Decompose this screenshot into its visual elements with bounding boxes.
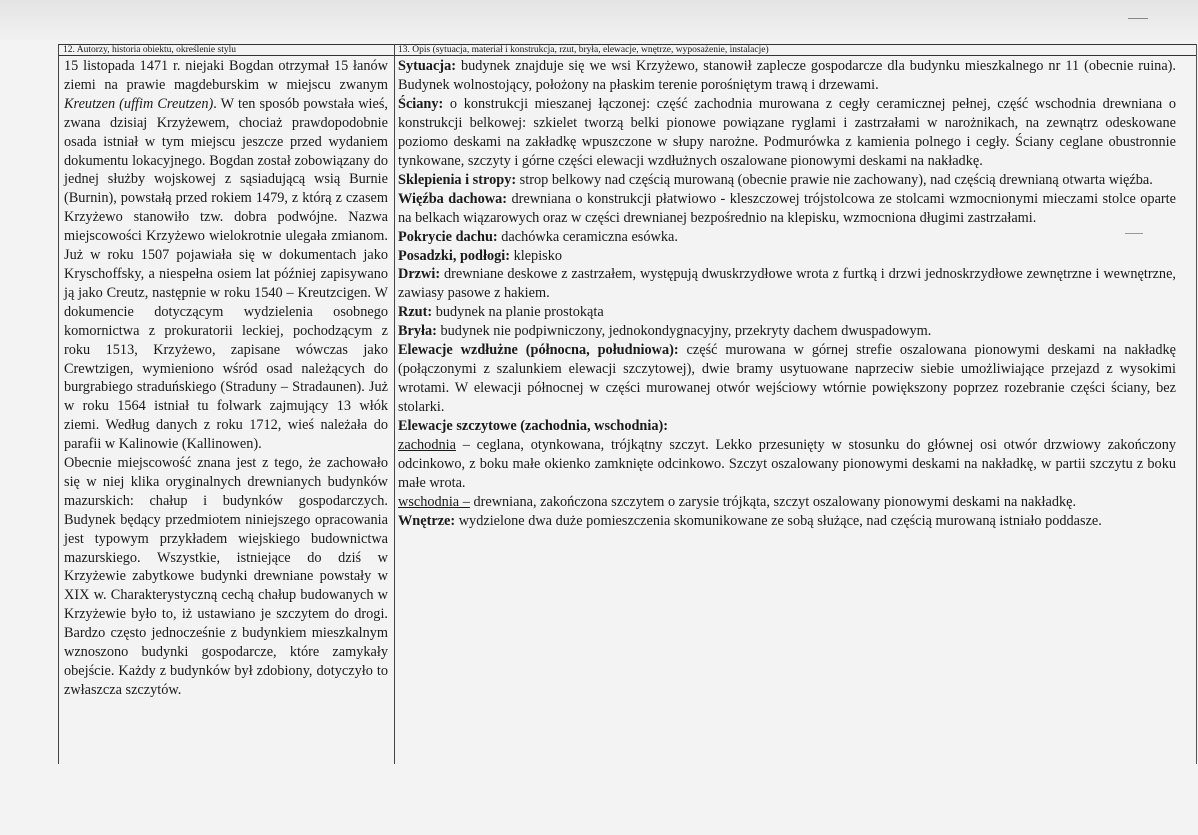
entry-text: o konstrukcji mieszanej łączonej: część zachodnia murowana z cegły ceramicznej pełnej, część wschodnia drewniana o konstrukcji belkowej: szkielet tworzą belki pionowe powiązane ryglami i zastrzałami w narożnikach, na zewnątrz odeskowane poziomo deskami na zakładkę wpuszczone w słupy narożne. Podmurówka z kamienia polnego i cegły. Ściany ceglane obustronnie tynkowane, szczyty i górne części elewacji wzdłużnych oszalowane pionowymi deskami na nakładkę. — [398, 95, 1176, 169]
history-paragraph-1 — [64, 57, 388, 454]
entry-text: strop belkowy nad częścią murowaną (obecnie prawie nie zachowany), nad częścią drewnianą otwarta więźba. — [516, 171, 1153, 188]
table-header-border — [58, 55, 1196, 56]
entry-label: Bryła: — [398, 323, 437, 340]
entry-label: Więźba dachowa: — [398, 190, 508, 207]
sytuacja-entry — [398, 57, 1176, 95]
entry-label: Ściany: — [398, 95, 444, 112]
history-text: . W ten sposób powstała wieś, zwana dzisiaj Krzyżewem, chociaż prawdopodobnie osada istniał w tym miejscu jeszcze przed wydaniem dokumentu lokacyjnego. Bogdan został zobowiązany do jednej służby wojskowej z sąsiadującą wsią Burnie (Burnin), powstałą przed rokiem 1479, z którą z czasem Krzyżewo stanowiło tzw. dobra podwójne. Nazwa miejscowości Krzyżewo wielokrotnie ulegała zmianom. Już w roku 1507 pojawiała się w dokumentach jako Kryschoffsky, a niespełna osiem lat później zapisywano ją jako Creutz, następnie w roku 1540 – Kreutzcigen. W dokumencie dotyczącym wydzielenia osobnego komornictwa z prokuratorii leckiej, pochodzącym z roku 1513, Krzyżewo, zapisane wówczas jako Crewtzigen, wymieniono wśród osad należących do burgrabiego straduńskiego (Straduny – Stradaunen). Już w roku 1564 istniał tu folwark zajmujący 13 włók ziemi. Według danych z roku 1712, wieś należała do parafii w Kalinowie (Kallinowen). — [64, 95, 388, 453]
sciany-entry — [398, 95, 1176, 171]
pokrycie-entry — [398, 228, 1176, 247]
entry-label: Elewacje wzdłużne (północna, południowa): — [398, 342, 679, 359]
table-right-border — [1196, 44, 1197, 764]
wnetrze-entry — [398, 512, 1176, 531]
entry-text: dachówka ceramiczna esówka. — [497, 228, 678, 245]
sklepienia-entry — [398, 171, 1176, 190]
entry-text: klepisko — [510, 247, 563, 264]
entry-text: drewniana o konstrukcji płatwiowo - kleszczowej trójstolcowa ze stolcami wzmocnionymi mieczami stolce oparte na belkach wiązarowych oraz w części drewnianej bezpośrednio na klepisku, wzmocniona długimi zastrzałami. — [398, 190, 1176, 226]
table-left-border — [58, 44, 59, 764]
history-paragraph-2: Obecnie miejscowość znana jest z tego, że zachowało się w niej klika oryginalnych drewnianych budynków mazurskich: chałup i budynków gospodarczych. Budynek będący przedmiotem niniejszego opracowania jest typowym przykładem wiejskiego budownictwa mazurskiego. Wszystkie, istniejące do dziś w Krzyżewie zabytkowe budynki drewniane powstały w XIX w. Charakterystyczną cechą chałup budowanych w Krzyżewie było to, iż ustawiano je szczytem do drogi. Bardzo często jednocześnie z budynkiem mieszkalnym wznoszono budynki gospodarcze, które zamykały obejście. Każdy z budynków był zdobiony, dotyczyło to zwłaszcza szczytów. — [64, 455, 388, 698]
elewacje-wzdluzne-entry — [398, 341, 1176, 417]
scan-mark — [1128, 18, 1148, 19]
history-italic-name: Kreutzen (uffim Creutzen) — [64, 95, 214, 112]
entry-label: Wnętrze: — [398, 512, 456, 529]
posadzki-entry — [398, 247, 1176, 266]
entry-label: Pokrycie dachu: — [398, 228, 498, 245]
entry-label: Sklepienia i stropy: — [398, 171, 517, 188]
entry-label: Drzwi: — [398, 266, 441, 283]
description-section-header: 13. Opis (sytuacja, materiał i konstrukcja, rzut, bryła, elewacje, wnętrze, wyposażenie, instalacje) — [398, 45, 769, 55]
entry-text: drewniane deskowe z zastrzałem, występują dwuskrzydłowe wrota z furtką i drzwi jednoskrzydłowe zewnętrzne i wewnętrzne, zawiasy pasowe z hakiem. — [398, 266, 1176, 302]
table-column-divider — [394, 44, 395, 764]
wiezba-entry — [398, 190, 1176, 228]
entry-label: Sytuacja: — [398, 58, 456, 74]
history-text: 15 listopada 1471 r. niejaki Bogdan otrzymał 15 łanów ziemi na prawie magdeburskim w miejscu zwanym — [64, 58, 388, 93]
wschodnia-entry — [398, 493, 1176, 512]
entry-text: budynek nie podpiwniczony, jednokondygnacyjny, przekryty dachem dwuspadowym. — [436, 323, 932, 340]
history-column — [64, 57, 388, 700]
entry-text: budynek znajduje się we wsi Krzyżewo, stanowił zaplecze gospodarcze dla budynku mieszkalnego nr 11 (obecnie ruina). Budynek wolnostojący, położony na płaskim terenie porośniętym trawą i drzewami. — [398, 58, 1176, 93]
entry-sublabel: zachodnia — [398, 437, 456, 454]
entry-label: Rzut: — [398, 304, 433, 321]
entry-text: drewniana, zakończona szczytem o zarysie trójkąta, szczyt oszalowany pionowymi deskami na nakładkę. — [469, 493, 1077, 510]
entry-text: część murowana w górnej strefie oszalowana pionowymi deskami na nakładkę (połączonymi z szalunkiem elewacji szczytowej), dwie bramy usytuowane naprzeciw siebie umożliwiające przejazd z wysokimi wrotami. W elewacji północnej w części murowanej otwór wejściowy wtórnie powiększony poprzez rozebranie części ściany, bez stolarki. — [398, 342, 1176, 416]
rzut-entry — [398, 303, 1176, 322]
entry-sublabel: wschodnia – — [398, 493, 470, 510]
scan-shadow — [0, 0, 1198, 40]
entry-text: – ceglana, otynkowana, trójkątny szczyt. Lekko przesunięty w stosunku do głównej osi otwór drzwiowy zakończony odcinkowo, z boku małe okienko zamknięte odcinkowo. Szczyt oszalowany pionowymi deskami na nakładkę, w partii szczytu z boku małe wrota. — [398, 437, 1176, 491]
entry-label: Posadzki, podłogi: — [398, 247, 511, 264]
entry-text: budynek na planie prostokąta — [432, 304, 604, 321]
elewacje-szczytowe-heading — [398, 417, 1176, 436]
bryla-entry — [398, 322, 1176, 341]
entry-label: Elewacje szczytowe (zachodnia, wschodnia): — [398, 418, 669, 435]
drzwi-entry — [398, 265, 1176, 303]
zachodnia-entry — [398, 436, 1176, 493]
history-section-header: 12. Autorzy, historia obiektu, określenie stylu — [63, 45, 236, 55]
entry-text: wydzielone dwa duże pomieszczenia skomunikowane ze sobą służące, nad częścią murowaną istniało poddasze. — [455, 512, 1102, 529]
description-column — [398, 57, 1176, 531]
